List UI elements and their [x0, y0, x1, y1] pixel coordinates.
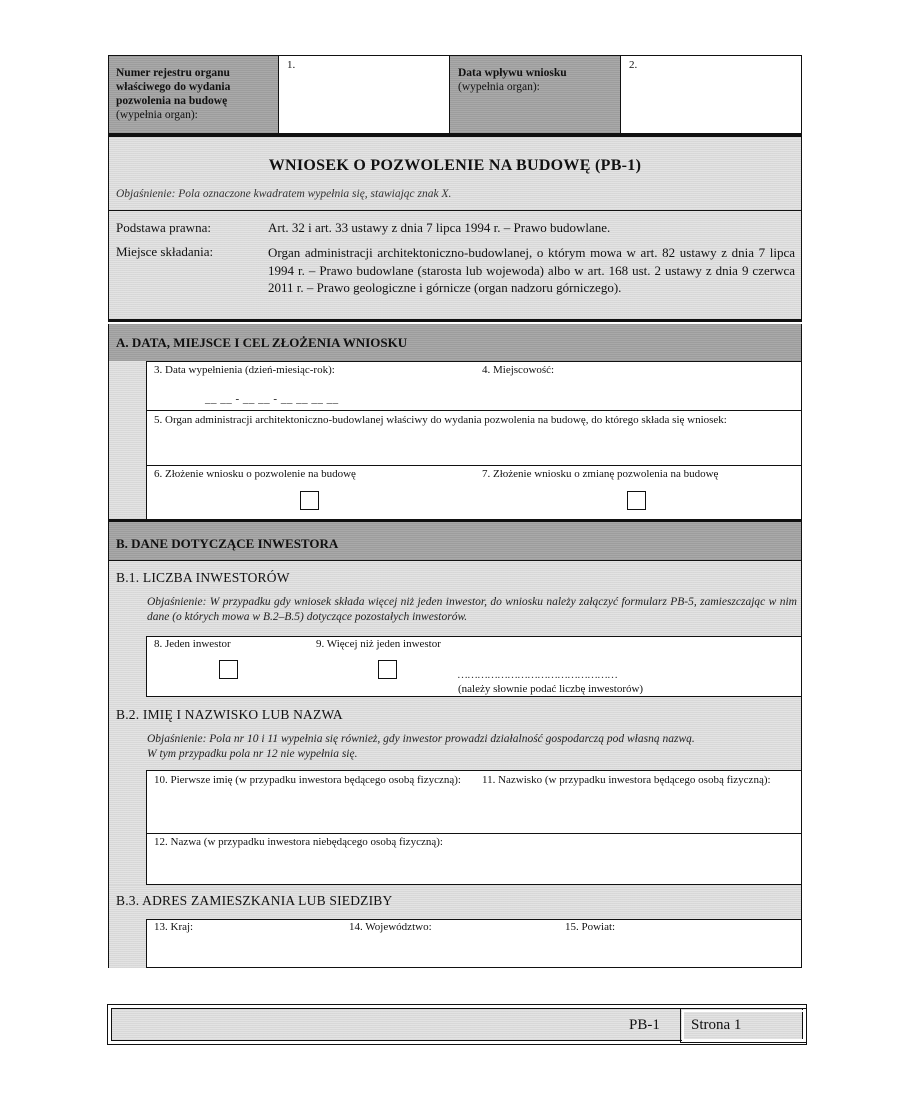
form-title: WNIOSEK O POZWOLENIE NA BUDOWĘ (PB-1)	[268, 157, 642, 174]
section-b-title: B. DANE DOTYCZĄCE INWESTORA	[116, 536, 339, 551]
field-10-first-name[interactable]	[146, 770, 476, 834]
b3-margin	[108, 919, 147, 968]
field-9-count-note: (należy słownie podać liczbę inwestorów)	[458, 683, 644, 695]
footer-page-number: Strona 1	[691, 1017, 742, 1033]
submission-place-label: Miejsce składania:	[116, 244, 214, 259]
field-3-date[interactable]	[146, 361, 476, 411]
b1-block	[108, 560, 802, 637]
field-8-label: 8. Jeden inwestor	[154, 638, 231, 650]
title-explanation: Objaśnienie: Pola oznaczone kwadratem wypełnia się, stawiając znak X.	[116, 188, 452, 200]
field-13-country[interactable]	[146, 919, 343, 968]
receipt-date-note: (wypełnia organ):	[458, 81, 540, 93]
field-12-entity-name[interactable]	[146, 833, 802, 885]
field-15-label: 15. Powiat:	[565, 921, 616, 933]
field-1-label: 1.	[287, 59, 296, 71]
title-block	[108, 134, 802, 211]
field-14-voivodeship[interactable]	[342, 919, 559, 968]
b2-block	[108, 697, 802, 771]
legal-basis-label: Podstawa prawna:	[116, 220, 211, 235]
b2-margin	[108, 770, 147, 885]
field-7-checkbox[interactable]	[627, 491, 646, 510]
section-b-header	[108, 519, 802, 560]
footer-bar	[111, 1008, 803, 1041]
page-footer	[107, 1004, 807, 1045]
field-11-label: 11. Nazwisko (w przypadku inwestora będącego osobą fizyczną):	[482, 774, 771, 786]
field-3-label: 3. Data wypełnienia (dzień-miesiąc-rok):	[154, 364, 335, 376]
field-12-label: 12. Nazwa (w przypadku inwestora niebędącego osobą fizyczną):	[154, 836, 443, 848]
field-8-single-investor	[146, 636, 310, 697]
field-3-date-mask: __ __ - __ __ - __ __ __ __	[205, 393, 339, 405]
registry-number-label-cell	[108, 55, 279, 134]
registry-number-field[interactable]	[278, 55, 450, 134]
field-7-permit-change	[475, 465, 802, 519]
section-a-header	[108, 324, 802, 361]
field-14-label: 14. Województwo:	[349, 921, 432, 933]
field-6-checkbox[interactable]	[300, 491, 319, 510]
field-4-place[interactable]	[475, 361, 802, 411]
section-a-margin	[108, 361, 147, 519]
field-11-last-name[interactable]	[475, 770, 802, 834]
b2-explanation-2: W tym przypadku pola nr 12 nie wypełnia się.	[147, 748, 358, 760]
submission-place-text: Organ administracji architektoniczno-budowlanej, o którym mowa w art. 82 ustawy z dnia 7 lipca 1994 r. – Prawo budowlane (starosta lub wojewoda) albo w art. 168 ust. 2 ustawy z dnia 9 czerwca 2011 r. – Prawo geologiczne i górnicze (organ nadzoru górniczego).	[268, 245, 795, 295]
field-2-label: 2.	[629, 59, 638, 71]
field-15-county[interactable]	[558, 919, 802, 968]
receipt-date-label: Data wpływu wniosku	[458, 67, 567, 79]
field-7-label: 7. Złożenie wniosku o zmianę pozwolenia na budowę	[482, 468, 719, 480]
field-6-permit-application	[146, 465, 476, 519]
legal-basis-block	[108, 211, 802, 322]
field-9-count-input[interactable]: …………………………………………	[457, 669, 617, 681]
field-13-label: 13. Kraj:	[154, 921, 194, 933]
legal-basis-text: Art. 32 i art. 33 ustawy z dnia 7 lipca 1994 r. – Prawo budowlane.	[268, 220, 611, 235]
b1-margin	[108, 636, 147, 697]
registry-number-label: Numer rejestru organu właściwego do wydania pozwolenia na budowę	[116, 67, 231, 107]
b3-block	[108, 885, 802, 920]
footer-page-box	[680, 1008, 807, 1043]
receipt-date-field[interactable]	[620, 55, 802, 134]
field-6-label: 6. Złożenie wniosku o pozwolenie na budowę	[154, 468, 356, 480]
field-9-label: 9. Więcej niż jeden inwestor	[316, 638, 441, 650]
field-8-checkbox[interactable]	[219, 660, 238, 679]
footer-form-code: PB-1	[629, 1017, 660, 1033]
section-a-title: A. DATA, MIEJSCE I CEL ZŁOŻENIA WNIOSKU	[116, 335, 408, 350]
b2-title: B.2. IMIĘ I NAZWISKO LUB NAZWA	[116, 707, 343, 722]
field-9-multiple-investors	[309, 636, 802, 697]
registry-number-note: (wypełnia organ):	[116, 109, 198, 121]
receipt-date-label-cell	[449, 55, 621, 134]
b3-title: B.3. ADRES ZAMIESZKANIA LUB SIEDZIBY	[116, 893, 393, 908]
b1-explanation: Objaśnienie: W przypadku gdy wniosek składa więcej niż jeden inwestor, do wniosku należy załączyć formularz PB-5, zamieszczając w nim dane (o których mowa w B.2–B.5) dotyczące pozostałych inwestorów.	[147, 596, 797, 623]
b1-title: B.1. LICZBA INWESTORÓW	[116, 570, 290, 585]
field-5-authority[interactable]	[146, 410, 802, 466]
field-9-checkbox[interactable]	[378, 660, 397, 679]
field-5-label: 5. Organ administracji architektoniczno-budowlanej właściwy do wydania pozwolenia na budowę, do którego składa się wniosek:	[154, 414, 727, 426]
field-4-label: 4. Miejscowość:	[482, 364, 555, 376]
field-10-label: 10. Pierwsze imię (w przypadku inwestora będącego osobą fizyczną):	[154, 774, 461, 786]
b2-explanation-1: Objaśnienie: Pola nr 10 i 11 wypełnia się również, gdy inwestor prowadzi działalność gospodarczą pod własną nazwą.	[147, 733, 695, 745]
